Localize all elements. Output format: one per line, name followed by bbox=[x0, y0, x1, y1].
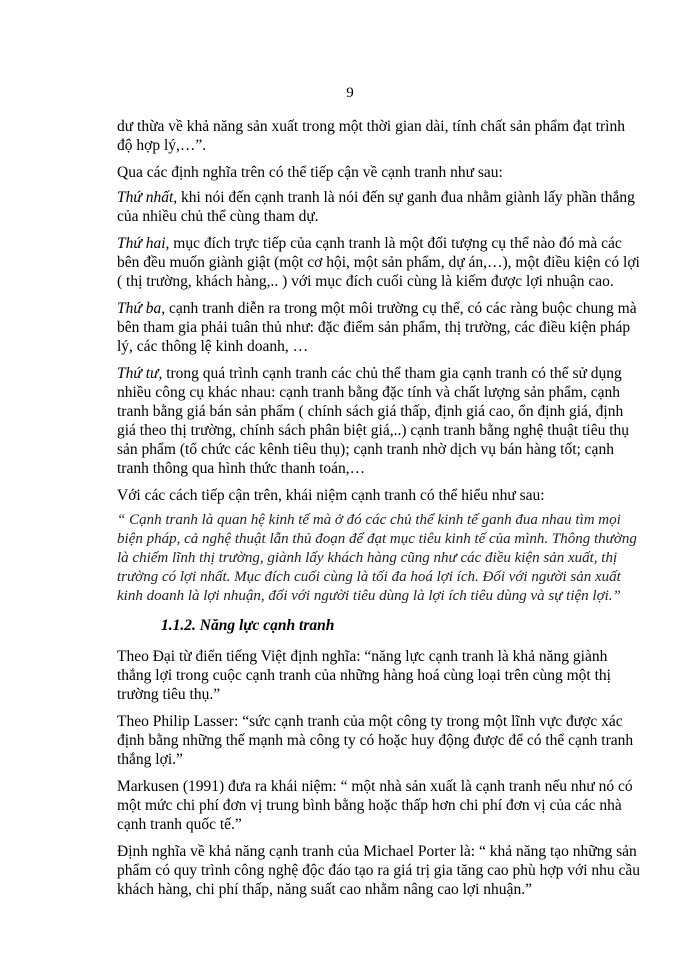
paragraph-continuation: dư thừa về khả năng sản xuất trong một thời gian dài, tính chất sản phẩm đạt trình độ hợp lý,…”. bbox=[117, 118, 625, 154]
lead-second: Thứ hai, bbox=[117, 235, 170, 252]
lead-third: Thứ ba, bbox=[117, 300, 166, 317]
paragraph-definition-intro: Với các cách tiếp cận trên, khái niệm cạnh tranh có thể hiểu như sau: bbox=[117, 487, 545, 504]
section-heading: 1.1.2. Năng lực cạnh tranh bbox=[161, 617, 335, 634]
paragraph-fourth-point bbox=[117, 364, 642, 478]
paragraph-michael-porter: Định nghĩa về khả năng cạnh tranh của Michael Porter là: “ khả năng tạo những sản phẩm có quy trình công nghệ độc đáo tạo ra giá trị gia tăng cao phù hợp với nhu cầu khách hàng, chi phí thấp, năng suất cao nhằm nâng cao lợi nhuận.” bbox=[117, 843, 641, 898]
text-fourth: trong quá trình cạnh tranh các chủ thể tham gia cạnh tranh có thể sử dụng nhiều công cụ khác nhau: cạnh tranh bằng đặc tính và chất lượng sản phẩm, cạnh tranh bằng giá bán sản phẩm ( chính sách giá thấp, định giá cao, ổn định giá, định giá theo thị trường, chính sách phân biệt giá,..) cạnh tranh bằng nghệ thuật tiêu thụ sản phẩm (tổ chức các kênh tiêu thụ); cạnh tranh nhờ dịch vụ bán hàng tốt; cạnh tranh thông qua hình thức thanh toán,… bbox=[117, 365, 630, 477]
definition-quote: “ Cạnh tranh là quan hệ kinh tế mà ở đó các chủ thể kinh tế ganh đua nhau tìm mọi biện pháp, cả nghệ thuật lẫn thủ đoạn để đạt mục tiêu kinh tế của mình. Thông thường là chiếm lĩnh thị trường, giành lấy khách hàng cũng như các điều kiện sản xuất, thị trường có lợi nhất. Mục đích cuối cùng là tối đa hoá lợi ích. Đối với người sản xuất kinh doanh là lợi nhuận, đối với người tiêu dùng là lợi ích tiêu dùng và sự tiện lợi.” bbox=[117, 512, 637, 604]
text-first: khi nói đến cạnh tranh là nói đến sự ganh đua nhằm giành lấy phần thắng của nhiều chủ thể cùng tham dự. bbox=[117, 189, 635, 225]
text-third: cạnh tranh diễn ra trong một môi trường cụ thể, có các ràng buộc chung mà bên tham gia phải tuân thủ như: đặc điểm sản phẩm, thị trường, các điều kiện pháp lý, các thông lệ kinh doanh, … bbox=[117, 300, 637, 355]
paragraph-second-point bbox=[117, 234, 642, 291]
page-number: 9 bbox=[346, 85, 354, 101]
page-content bbox=[117, 117, 642, 907]
paragraph-markusen: Markusen (1991) đưa ra khái niệm: “ một nhà sản xuất là cạnh tranh nếu như nó có một mức chi phí đơn vị trung bình bằng hoặc thấp hơn chi phí đơn vị của các nhà cạnh tranh quốc tế.” bbox=[117, 778, 633, 833]
lead-fourth: Thứ tư, bbox=[117, 365, 163, 382]
text-second: mục đích trực tiếp của cạnh tranh là một đối tượng cụ thể nào đó mà các bên đều muốn giành giật (một cơ hội, một sản phẩm, dự án,…), một điều kiện có lợi ( thị trường, khách hàng,.. ) với mục đích cuối cùng là kiếm được lợi nhuận cao. bbox=[117, 235, 640, 290]
paragraph-intro: Qua các định nghĩa trên có thể tiếp cận về cạnh tranh như sau: bbox=[117, 164, 503, 181]
paragraph-dictionary-definition: Theo Đại từ điển tiếng Việt định nghĩa: “năng lực cạnh tranh là khả năng giành thắng lợi trong cuộc cạnh tranh của những hàng hoá cùng loại trên cùng một thị trường tiêu thụ.” bbox=[117, 648, 611, 703]
lead-first: Thứ nhất, bbox=[117, 189, 178, 206]
paragraph-philip-lasser: Theo Philip Lasser: “sức cạnh tranh của một công ty trong một lĩnh vực được xác định bằng những thế mạnh mà công ty có hoặc huy động được để có thể cạnh tranh thắng lợi.” bbox=[117, 713, 634, 768]
paragraph-third-point bbox=[117, 299, 642, 356]
paragraph-first-point bbox=[117, 188, 642, 226]
